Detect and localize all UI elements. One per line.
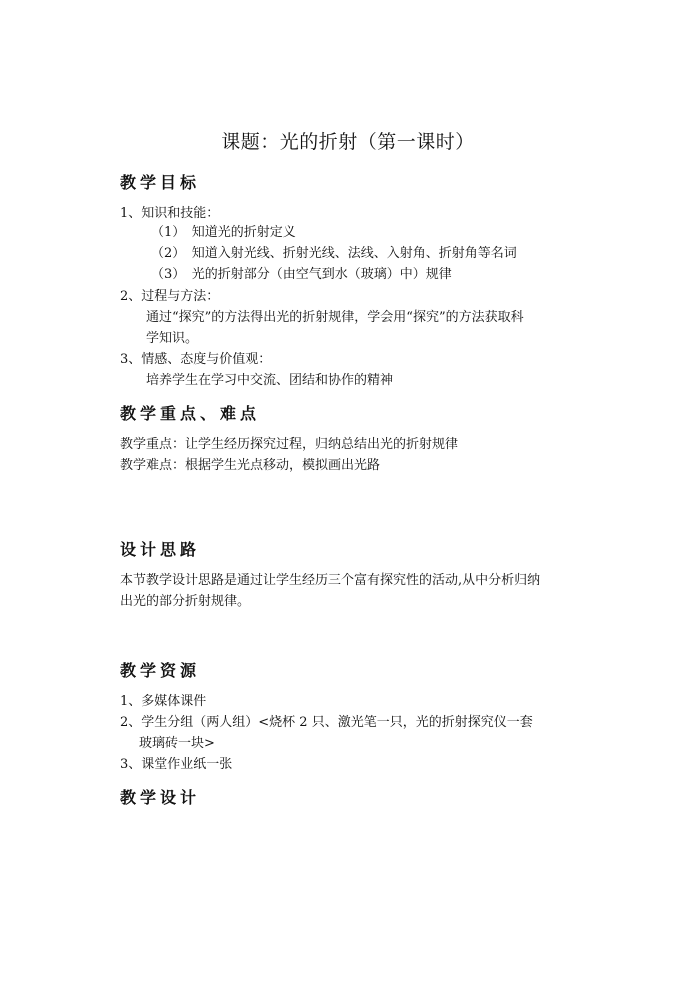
objective-sub-item-2: （2） 知道入射光线、折射光线、法线、入射角、折射角等名词 xyxy=(151,246,517,261)
section-heading-key-points: 教学重点、难点 xyxy=(120,404,261,423)
page-title: 课题：光的折射（第一课时） xyxy=(221,131,475,153)
section-heading-resources: 教学资源 xyxy=(120,661,201,680)
resource-item-3: 3、课堂作业纸一张 xyxy=(120,757,233,772)
objective-sub-item-1: （1） 知道光的折射定义 xyxy=(151,225,296,240)
objective-item-3-text: 培养学生在学习中交流、团结和协作的精神 xyxy=(146,373,394,388)
key-point-text: 教学重点：让学生经历探究过程，归纳总结出光的折射规律 xyxy=(120,437,459,452)
design-idea-text-line-2: 出光的部分折射规律。 xyxy=(120,594,251,609)
design-idea-text-line-1: 本节教学设计思路是通过让学生经历三个富有探究性的活动,从中分析归纳 xyxy=(120,573,541,588)
objective-item-1: 1、知识和技能： xyxy=(120,206,220,221)
resource-item-2-line-1: 2、学生分组（两人组）<烧杯 2 只、激光笔一只，光的折射探究仪一套 xyxy=(120,715,533,730)
section-heading-design-idea: 设计思路 xyxy=(120,540,201,559)
section-heading-objectives: 教学目标 xyxy=(120,173,201,192)
objective-item-2: 2、过程与方法： xyxy=(120,289,220,304)
objective-item-2-text-line-1: 通过“探究”的方法得出光的折射规律，学会用“探究”的方法获取科 xyxy=(146,310,524,325)
resource-item-2-line-2: 玻璃砖一块> xyxy=(139,736,215,751)
objective-item-2-text-line-2: 学知识。 xyxy=(146,331,199,346)
section-heading-teaching-design: 教学设计 xyxy=(120,788,201,807)
objective-item-3: 3、情感、态度与价值观： xyxy=(120,352,272,367)
resource-item-1: 1、多媒体课件 xyxy=(120,694,207,709)
objective-sub-item-3: （3） 光的折射部分（由空气到水（玻璃）中）规律 xyxy=(151,267,452,282)
difficult-point-text: 教学难点：根据学生光点移动，模拟画出光路 xyxy=(120,458,381,473)
